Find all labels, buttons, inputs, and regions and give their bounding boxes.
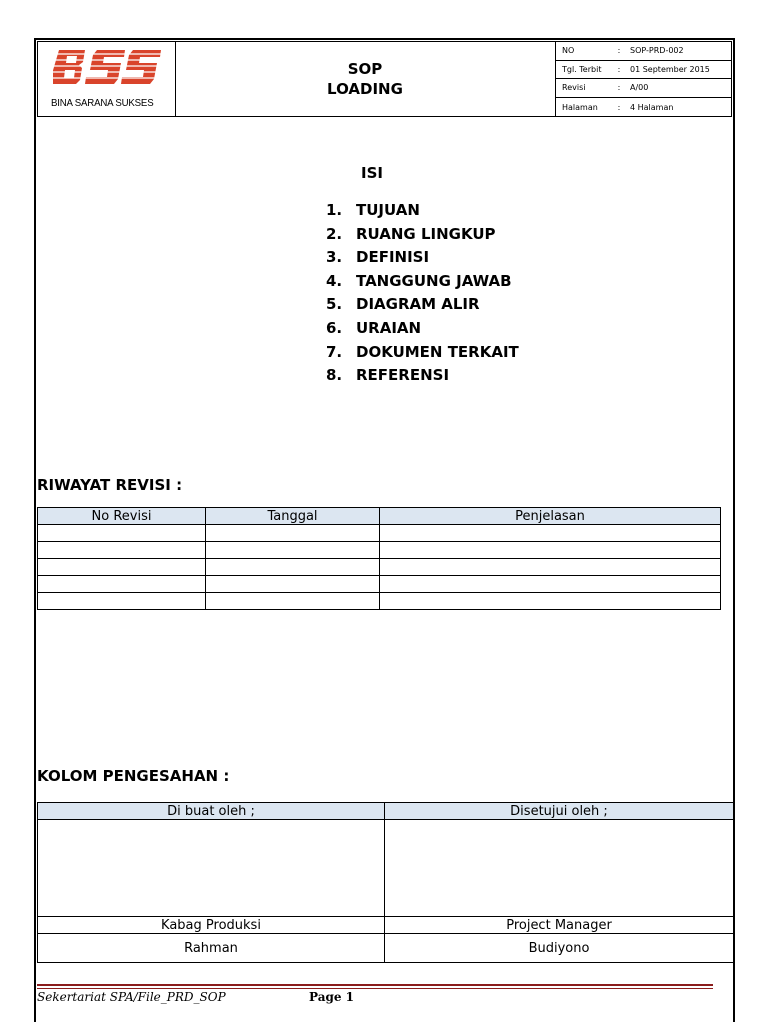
meta-sep: : (614, 42, 624, 60)
table-header-row (38, 508, 721, 525)
document-header (37, 41, 732, 117)
item-number: 7. (326, 342, 343, 361)
table-cell (380, 525, 721, 542)
name-row (38, 934, 734, 963)
item-number: 5. (326, 295, 343, 314)
creator-role: Kabag Produksi (38, 917, 385, 934)
table-row (38, 593, 721, 610)
role-row (38, 917, 734, 934)
signature-box-creator (38, 820, 385, 917)
meta-value: 4 Halaman (630, 102, 674, 112)
list-item (326, 270, 519, 294)
approval-table (37, 802, 734, 963)
item-label: REFERENSI (356, 366, 450, 385)
table-cell (380, 559, 721, 576)
meta-row (556, 97, 732, 117)
document-title (175, 42, 556, 116)
item-label: TANGGUNG JAWAB (356, 271, 512, 290)
item-label: DIAGRAM ALIR (356, 295, 480, 314)
table-cell (380, 593, 721, 610)
item-label: DEFINISI (356, 248, 430, 267)
list-item (326, 246, 519, 270)
item-number: 1. (326, 201, 343, 219)
list-item (326, 364, 519, 388)
meta-key: Halaman (562, 102, 598, 112)
table-row (38, 559, 721, 576)
table-cell (206, 525, 380, 542)
table-cell (38, 593, 206, 610)
meta-row (556, 60, 732, 79)
title-line-1: SOP (347, 60, 383, 78)
item-label: TUJUAN (356, 201, 420, 219)
list-item (326, 293, 519, 317)
meta-sep: : (617, 102, 621, 112)
signature-row (38, 820, 734, 917)
item-number: 2. (326, 224, 343, 243)
signature-box-approver (385, 820, 734, 917)
meta-sep: : (614, 60, 624, 79)
meta-key: Tgl. Terbit (556, 60, 614, 79)
meta-value: A/00 (624, 79, 732, 98)
table-cell (206, 559, 380, 576)
footer-divider (37, 984, 713, 986)
title-line-2: LOADING (327, 80, 403, 98)
contents-title: ISI (361, 164, 383, 182)
revision-history-table (37, 507, 721, 610)
list-item (326, 199, 519, 223)
table-row (38, 542, 721, 559)
meta-value: SOP-PRD-002 (624, 42, 732, 60)
company-name: BINA SARANA SUKSES (51, 97, 154, 109)
meta-row (556, 42, 732, 60)
meta-key: NO (556, 42, 614, 60)
item-number: 8. (326, 366, 343, 385)
column-header: Penjelasan (380, 508, 721, 525)
meta-value: 01 September 2015 (624, 60, 732, 79)
table-cell (206, 576, 380, 593)
list-item (326, 223, 519, 247)
table-cell (38, 559, 206, 576)
table-header-row (38, 803, 734, 820)
table-cell (380, 542, 721, 559)
table-cell (206, 593, 380, 610)
list-item (326, 317, 519, 341)
creator-name: Rahman (38, 934, 385, 963)
meta-key: Revisi (556, 79, 614, 98)
item-number: 3. (326, 248, 343, 267)
page-number: Page 1 (309, 990, 355, 1004)
bss-logo-icon (53, 48, 163, 96)
table-row (38, 576, 721, 593)
column-header: Disetujui oleh ; (385, 803, 734, 820)
approval-title: KOLOM PENGESAHAN : (37, 767, 230, 785)
table-row (38, 525, 721, 542)
contents-list (326, 199, 519, 388)
table-cell (380, 576, 721, 593)
item-label: RUANG LINGKUP (356, 224, 496, 243)
company-logo (38, 42, 176, 116)
document-meta-table (556, 42, 732, 117)
table-cell (38, 576, 206, 593)
table-cell (38, 542, 206, 559)
item-number: 6. (326, 318, 343, 337)
footer-divider-thin (37, 988, 713, 989)
meta-sep: : (614, 79, 624, 98)
item-number: 4. (326, 271, 343, 290)
meta-row (556, 79, 732, 98)
column-header: Di buat oleh ; (38, 803, 385, 820)
table-cell (206, 542, 380, 559)
approver-role: Project Manager (385, 917, 734, 934)
item-label: URAIAN (356, 318, 422, 337)
footer-file-path: Sekertariat SPA/File_PRD_SOP (37, 990, 226, 1004)
table-cell (38, 525, 206, 542)
revision-history-title: RIWAYAT REVISI : (37, 476, 183, 494)
column-header: Tanggal (206, 508, 380, 525)
approver-name: Budiyono (385, 934, 734, 963)
item-label: DOKUMEN TERKAIT (356, 342, 519, 361)
list-item (326, 341, 519, 365)
column-header: No Revisi (38, 508, 206, 525)
